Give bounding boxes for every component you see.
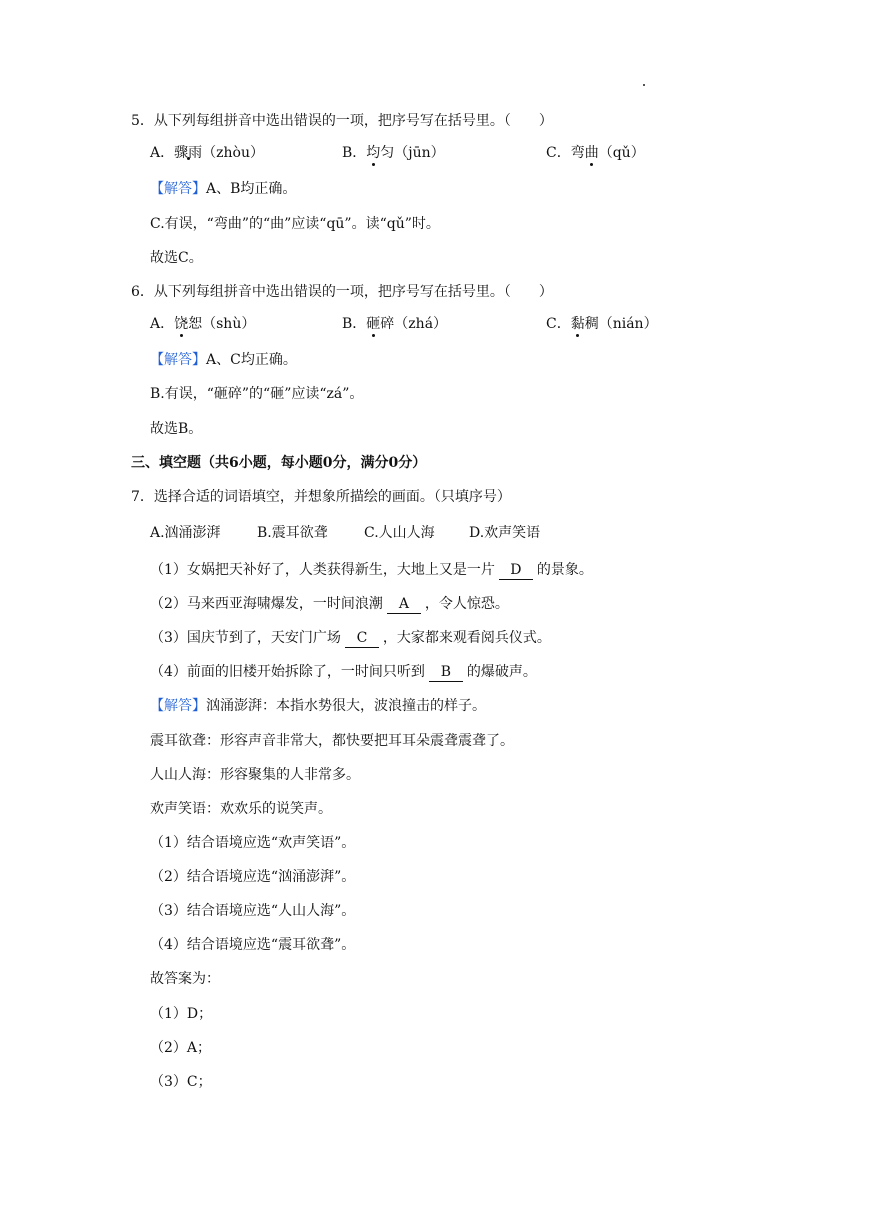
q7-choice-d: D.欢声笑语 <box>469 525 541 541</box>
q6-option-c: C．黏稠（nián） <box>546 316 658 332</box>
answer-tag: 【解答】 <box>150 352 206 368</box>
q7-answer-line: 故答案为： <box>150 971 220 987</box>
q5-option-c: C．弯曲（qǔ） <box>546 145 645 161</box>
answer-blank: A <box>387 595 421 614</box>
answer-tag: 【解答】 <box>150 698 206 714</box>
q6-explanation: B.有误，“砸碎”的“砸”应读“zá”。 <box>150 386 364 402</box>
q7-answer: 【解答】汹涌澎湃：本指水势很大，波浪撞击的样子。 <box>150 698 486 714</box>
q7-item-3: （3）国庆节到了，天安门广场 C ，大家都来观看阅兵仪式。 <box>150 630 551 646</box>
answer-blank: B <box>429 663 463 682</box>
q5-conclusion: 故选C。 <box>150 250 203 266</box>
q6-option-a: A．饶恕（shù） <box>150 316 256 332</box>
page-dot-mark <box>643 84 645 86</box>
q6-conclusion: 故选B。 <box>150 421 203 437</box>
q7-answer-line: （1）D； <box>150 1006 213 1022</box>
q7-answer-line: （2）结合语境应选“汹涌澎湃”。 <box>150 869 356 885</box>
q7-choice-b: B.震耳欲聋 <box>257 525 328 541</box>
q7-answer-line: （2）A； <box>150 1040 212 1056</box>
q7-answer-line: （3）结合语境应选“人山人海”。 <box>150 903 356 919</box>
q7-answer-line: （1）结合语境应选“欢声笑语”。 <box>150 835 356 851</box>
q7-answer-line: （4）结合语境应选“震耳欲聋”。 <box>150 937 356 953</box>
q6-option-b: B．砸碎（zhá） <box>342 316 448 332</box>
q5-option-a: A．骤雨（zhòu） <box>150 145 264 161</box>
q7-stem: 7．选择合适的词语填空，并想象所描绘的画面。（只填序号） <box>131 489 511 505</box>
q5-explanation: C.有误，“弯曲”的“曲”应读“qū”。读“qǔ”时。 <box>150 216 440 232</box>
q6-stem: 6．从下列每组拼音中选出错误的一项，把序号写在括号里。（ ） <box>131 284 553 300</box>
q7-choice-a: A.汹涌澎湃 <box>150 525 221 541</box>
section-title: 三、填空题（共6小题，每小题0分，满分0分） <box>131 455 427 471</box>
q6-answer: 【解答】A、C均正确。 <box>150 352 297 368</box>
q5-answer: 【解答】A、B均正确。 <box>150 181 297 197</box>
q7-answer-line: （3）C； <box>150 1074 212 1090</box>
q7-answer-line: 震耳欲聋：形容声音非常大，都快要把耳耳朵震聋震聋了。 <box>150 733 514 749</box>
q7-choice-c: C.人山人海 <box>364 525 435 541</box>
q7-answer-line: 人山人海：形容聚集的人非常多。 <box>150 767 360 783</box>
q7-item-4: （4）前面的旧楼开始拆除了，一时间只听到 B 的爆破声。 <box>150 664 537 680</box>
answer-blank: C <box>345 629 379 648</box>
q7-item-1: （1）女娲把天补好了，人类获得新生，大地上又是一片 D 的景象。 <box>150 562 593 578</box>
q7-item-2: （2）马来西亚海啸爆发，一时间浪潮 A ，令人惊恐。 <box>150 596 509 612</box>
q5-option-b: B．均匀（jūn） <box>342 145 445 161</box>
answer-tag: 【解答】 <box>150 181 206 197</box>
answer-blank: D <box>499 561 533 580</box>
q7-answer-line: 欢声笑语：欢欢乐的说笑声。 <box>150 801 332 817</box>
q5-stem: 5．从下列每组拼音中选出错误的一项，把序号写在括号里。（ ） <box>131 113 553 129</box>
